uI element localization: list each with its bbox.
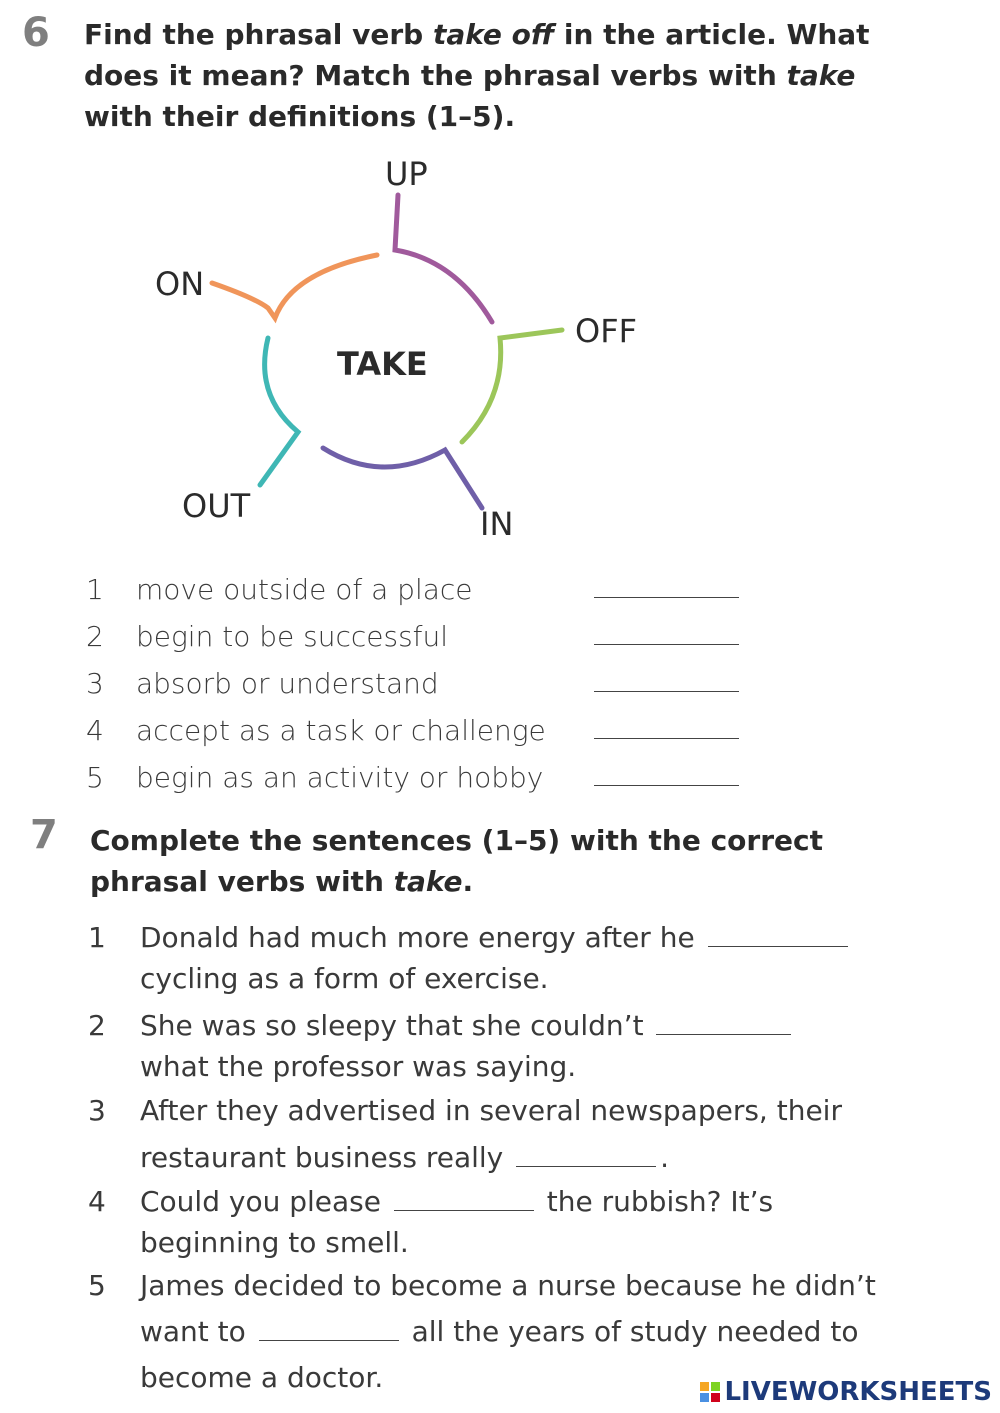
list-item: [88, 917, 878, 1005]
sentence-text: cycling as a form of exercise.: [140, 962, 549, 995]
off-arc: [462, 330, 562, 442]
heading-emphasis: take: [393, 865, 463, 898]
definition-text: begin as an activity or hobby: [136, 761, 544, 794]
particle-out: OUT: [182, 487, 251, 525]
sentence-text: all the years of study needed to become a doctor.: [140, 1315, 859, 1394]
heading-emphasis: take: [786, 59, 856, 92]
definition-text: absorb or understand: [136, 667, 439, 700]
definition-text: accept as a task or challenge: [136, 714, 546, 747]
logo-icon: [700, 1382, 720, 1402]
sentence-blank-1[interactable]: [708, 945, 848, 947]
sentence-list: [88, 917, 878, 1401]
list-item: [86, 613, 766, 660]
item-number: 2: [86, 620, 104, 653]
in-arc: [323, 448, 482, 508]
on-arc: [212, 255, 377, 318]
heading-text: .: [462, 865, 474, 898]
list-item: [86, 566, 766, 613]
particle-in: IN: [480, 505, 514, 543]
sentence-blank-3[interactable]: [516, 1165, 656, 1167]
take-phrasal-verb-diagram: [140, 150, 660, 550]
definition-text: move outside of a place: [136, 573, 473, 606]
list-item: [88, 1087, 878, 1181]
center-word: TAKE: [337, 345, 428, 383]
item-number: 5: [88, 1269, 106, 1302]
liveworksheets-logo: [700, 1377, 992, 1407]
item-number: 5: [86, 761, 104, 794]
sentence-text: She was so sleepy that she couldn’t: [140, 1009, 644, 1042]
item-number: 3: [86, 667, 104, 700]
out-arc: [260, 338, 298, 485]
list-item: [86, 707, 766, 754]
sentence-text: .: [660, 1141, 670, 1174]
heading-text: Complete the sentences (1–5) with the correct: [90, 824, 823, 857]
list-item: [88, 1005, 878, 1087]
particle-up: UP: [385, 155, 428, 193]
sentence-text: After they advertised in several newspapers, their restaurant business really: [140, 1094, 842, 1174]
definition-text: begin to be successful: [136, 620, 449, 653]
exercise-6-number: 6: [22, 10, 50, 56]
item-number: 1: [86, 573, 104, 606]
heading-text: in the article. What: [554, 18, 870, 51]
heading-text: phrasal verbs with: [90, 865, 394, 898]
answer-blank-5[interactable]: [594, 784, 739, 786]
sentence-text: Could you please: [140, 1185, 381, 1218]
heading-text: Find the phrasal verb: [84, 18, 433, 51]
answer-blank-3[interactable]: [594, 690, 739, 692]
answer-blank-1[interactable]: [594, 596, 739, 598]
item-number: 4: [88, 1185, 106, 1218]
particle-on: ON: [155, 265, 205, 303]
sentence-text: what the professor was saying.: [140, 1050, 577, 1083]
sentence-blank-4[interactable]: [394, 1209, 534, 1211]
heading-emphasis: take off: [432, 18, 555, 51]
definition-list: [86, 566, 766, 801]
item-number: 4: [86, 714, 104, 747]
exercise-6-heading: [84, 14, 904, 137]
list-item: [86, 754, 766, 801]
logo-text: LIVEWORKSHEETS: [724, 1377, 992, 1407]
heading-text: does it mean? Match the phrasal verbs with: [84, 59, 787, 92]
answer-blank-4[interactable]: [594, 737, 739, 739]
sentence-text: Donald had much more energy after he: [140, 921, 695, 954]
up-arc: [395, 195, 492, 322]
sentence-blank-5[interactable]: [259, 1339, 399, 1341]
item-number: 3: [88, 1094, 106, 1127]
sentence-text: James decided to become a nurse because he didn’t want to: [140, 1269, 876, 1348]
sentence-text: the rubbish? It’s beginning to smell.: [140, 1185, 774, 1259]
exercise-7-heading: [90, 820, 910, 902]
item-number: 1: [88, 921, 106, 954]
list-item: [86, 660, 766, 707]
exercise-7-number: 7: [30, 812, 58, 858]
item-number: 2: [88, 1009, 106, 1042]
answer-blank-2[interactable]: [594, 643, 739, 645]
sentence-blank-2[interactable]: [656, 1033, 791, 1035]
particle-off: OFF: [575, 312, 637, 350]
list-item: [88, 1181, 878, 1263]
heading-text: with their definitions (1–5).: [84, 100, 516, 133]
